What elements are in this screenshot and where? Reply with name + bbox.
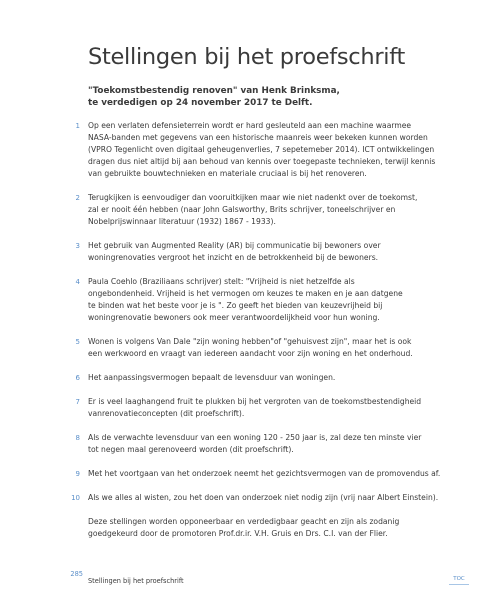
page-footer <box>70 568 184 585</box>
footer-text: Stellingen bij het proefschrift <box>88 577 184 585</box>
stelling-item <box>0 192 486 228</box>
stelling-number: 1 <box>75 122 80 130</box>
page-number: 285 <box>70 570 83 578</box>
stelling-line: Het gebruik van Augmented Reality (AR) bij communicatie bij bewoners over <box>88 241 381 250</box>
stelling-number: 2 <box>75 194 80 202</box>
stelling-item <box>0 336 486 360</box>
stelling-text <box>88 240 448 264</box>
stelling-number: 6 <box>75 374 80 382</box>
stelling-number: 10 <box>71 494 80 502</box>
stelling-line: Er is veel laaghangend fruit te plukken bij het vergroten van de toekomstbestendigheid <box>88 397 422 406</box>
stelling-line: Deze stellingen worden opponeerbaar en verdedigbaar geacht en zijn als zodanig <box>88 517 400 526</box>
stelling-item <box>0 468 486 480</box>
stelling-text <box>88 516 448 540</box>
subtitle-line: "Toekomstbestendig renoven" van Henk Brinksma, <box>88 86 340 96</box>
stelling-line: woningrenovatie bewoners ook meer verantwoordelijkheid voor hun woning. <box>88 313 380 322</box>
stelling-line: zal er nooit één hebben (naar John Galsworthy, Brits schrijver, toneelschrijver en <box>88 205 396 214</box>
page-title: Stellingen bij het proefschrift <box>88 44 405 70</box>
stelling-item <box>0 372 486 384</box>
stelling-line: Terugkijken is eenvoudiger dan vooruitkijken maar wie niet nadenkt over de toekomst, <box>88 193 418 202</box>
stelling-line: te binden wat het beste voor je is ". Zo geeft het bieden van keuzevrijheid bij <box>88 301 383 310</box>
toc-link[interactable]: TOC <box>453 576 465 582</box>
stelling-number: 7 <box>75 398 80 406</box>
stelling-line: Het aanpassingsvermogen bepaalt de levensduur van woningen. <box>88 373 336 382</box>
stelling-line: Nobelprijswinnaar literatuur (1932) 1867 - 1933). <box>88 217 276 226</box>
stelling-item <box>0 240 486 264</box>
stelling-text <box>88 492 448 504</box>
stelling-line: Paula Coehlo (Braziliaans schrijver) stelt: "Vrijheid is niet hetzelfde als <box>88 277 355 286</box>
stelling-item <box>0 120 486 180</box>
stelling-line: dragen dus niet altijd bij aan behoud van kennis over toegepaste technieken, terwijl kennis <box>88 157 436 166</box>
stellingen-list <box>0 120 486 540</box>
stelling-number: 5 <box>75 338 80 346</box>
stelling-line: Met het voortgaan van het onderzoek neemt het gezichtsvermogen van de promovendus af. <box>88 469 441 478</box>
stelling-line: van gebruikte bouwtechnieken en materiale cruciaal is bij het renoveren. <box>88 169 367 178</box>
stelling-line: ongebondenheid. Vrijheid is het vermogen om keuzes te maken en je aan datgene <box>88 289 403 298</box>
stelling-line: NASA-banden met gegevens van een historische maanreis weer bekeken kunnen worden <box>88 133 428 142</box>
stelling-line: tot negen maal gerenoveerd worden (dit proefschrift). <box>88 445 294 454</box>
stelling-line: woningrenovaties vergroot het inzicht en de betrokkenheid bij de bewoners. <box>88 253 379 262</box>
toc-underline <box>449 584 469 585</box>
stelling-number: 8 <box>75 434 80 442</box>
stelling-text <box>88 468 448 480</box>
stelling-line: Wonen is volgens Van Dale "zijn woning hebben"of "gehuisvest zijn", maar het is ook <box>88 337 412 346</box>
stelling-line: Op een verlaten defensieterrein wordt er hard gesleuteld aan een machine waarmee <box>88 121 412 130</box>
stelling-number: 3 <box>75 242 80 250</box>
stelling-text <box>88 432 448 456</box>
stelling-line: Als de verwachte levensduur van een woning 120 - 250 jaar is, zal deze ten minste vier <box>88 433 422 442</box>
stelling-line: Als we alles al wisten, zou het doen van onderzoek niet nodig zijn (vrij naar Albert Einstein). <box>88 493 439 502</box>
stelling-line: goedgekeurd door de promotoren Prof.dr.ir. V.H. Gruis en Drs. C.I. van der Flier. <box>88 529 388 538</box>
stelling-text <box>88 336 448 360</box>
stelling-line: vanrenovatieconcepten (dit proefschrift). <box>88 409 245 418</box>
stelling-text <box>88 192 448 228</box>
stelling-line: een werkwoord en vraagt van iedereen aandacht voor zijn woning en het onderhoud. <box>88 349 413 358</box>
stelling-text <box>88 372 448 384</box>
stelling-item <box>0 516 486 540</box>
stelling-number: 4 <box>75 278 80 286</box>
stelling-text <box>88 396 448 420</box>
stelling-text <box>88 120 448 180</box>
stelling-number: 9 <box>75 470 80 478</box>
stelling-line: (VPRO Tegenlicht oven digitaal geheugenverlies, 7 sepetemeber 2014). ICT ontwikkelingen <box>88 145 435 154</box>
stelling-item <box>0 492 486 504</box>
stelling-text <box>88 276 448 324</box>
subtitle-line: te verdedigen op 24 november 2017 te Delft. <box>88 98 313 108</box>
stelling-item <box>0 432 486 456</box>
stelling-item <box>0 396 486 420</box>
stelling-item <box>0 276 486 324</box>
subtitle <box>88 85 340 109</box>
